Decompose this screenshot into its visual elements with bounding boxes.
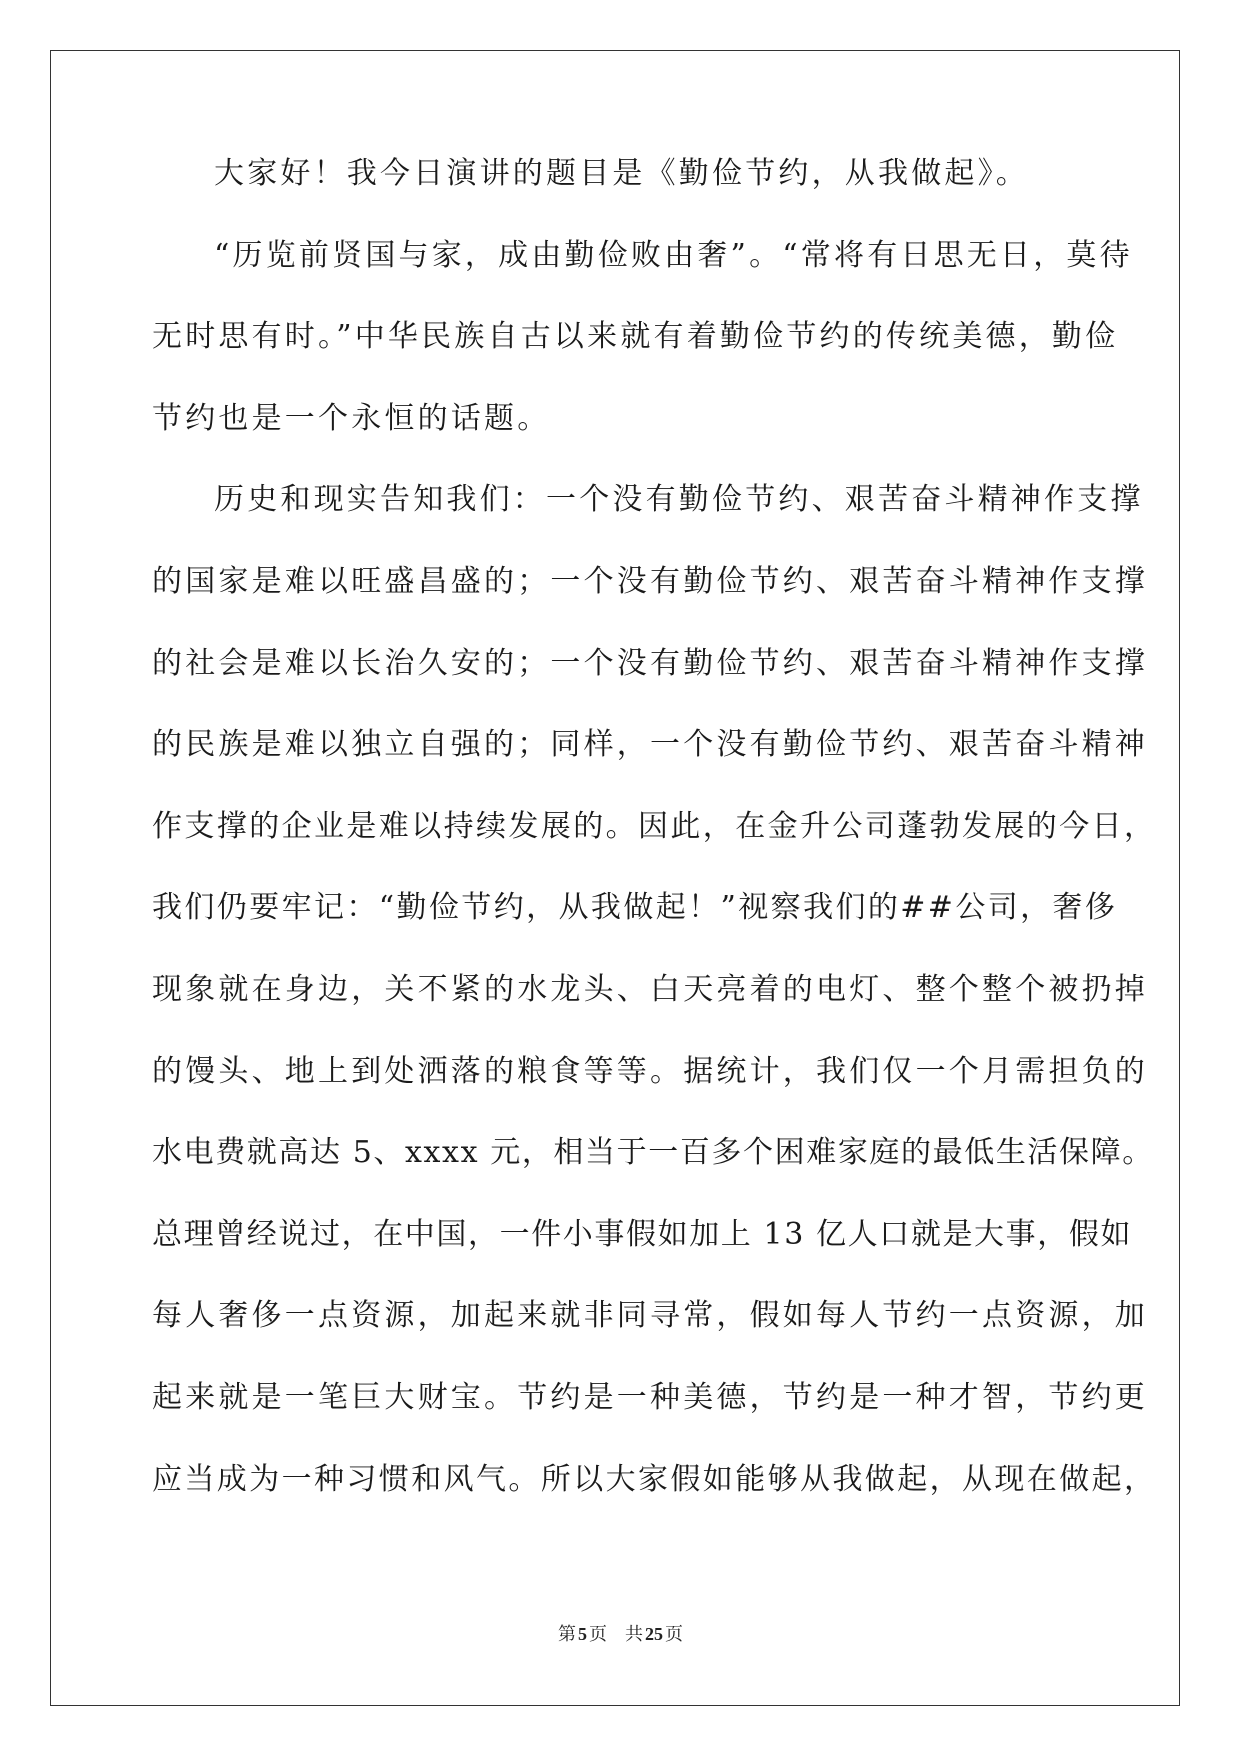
paragraph-line: 大家好！我今日演讲的题目是《勤俭节约，从我做起》。 <box>214 156 1029 191</box>
page-number-prefix: 第 <box>558 1624 576 1644</box>
paragraph-line: 的社会是难以长治久安的；一个没有勤俭节约、艰苦奋斗精神作支撑 <box>152 645 1148 681</box>
paragraph-line: 节约也是一个永恒的话题。 <box>152 400 551 436</box>
paragraph-line: “历览前贤国与家，成由勤俭败由奢”。“常将有日思无日，莫待 <box>214 237 1133 273</box>
total-pages-suffix: 页 <box>665 1624 683 1644</box>
paragraph-line: 现象就在身边，关不紧的水龙头、白天亮着的电灯、整个整个被扔掉 <box>152 971 1148 1007</box>
total-pages: 25 <box>645 1624 663 1644</box>
page-number-suffix: 页 <box>589 1624 607 1644</box>
paragraph-line: 每人奢侈一点资源，加起来就非同寻常，假如每人节约一点资源，加 <box>152 1298 1148 1334</box>
page-footer <box>0 1620 1241 1646</box>
paragraph-line: 的馒头、地上到处洒落的粮食等等。据统计，我们仅一个月需担负的 <box>152 1053 1148 1089</box>
paragraph-line: 的国家是难以旺盛昌盛的；一个没有勤俭节约、艰苦奋斗精神作支撑 <box>152 563 1148 599</box>
paragraph-line: 的民族是难以独立自强的；同样，一个没有勤俭节约、艰苦奋斗精神 <box>152 727 1148 763</box>
paragraph-line: 起来就是一笔巨大财宝。节约是一种美德，节约是一种才智，节约更 <box>152 1379 1148 1415</box>
paragraph-line: 我们仍要牢记：“勤俭节约，从我做起！”视察我们的##公司，奢侈 <box>152 890 1118 926</box>
page-number: 5 <box>578 1624 587 1644</box>
document-body <box>152 154 1157 1541</box>
paragraph-line: 作支撑的企业是难以持续发展的。因此，在金升公司蓬勃发展的今日， <box>152 808 1157 844</box>
paragraph-line: 总理曾经说过，在中国，一件小事假如加上 13 亿人口就是大事，假如 <box>152 1216 1133 1252</box>
paragraph-line: 无时思有时。”中华民族自古以来就有着勤俭节约的传统美德，勤俭 <box>152 319 1119 355</box>
paragraph-line: 应当成为一种习惯和风气。所以大家假如能够从我做起，从现在做起， <box>152 1461 1157 1497</box>
total-pages-prefix: 共 <box>625 1624 643 1644</box>
paragraph-line: 历史和现实告知我们：一个没有勤俭节约、艰苦奋斗精神作支撑 <box>214 482 1144 518</box>
paragraph-line: 水电费就高达 5、xxxx 元，相当于一百多个困难家庭的最低生活保障。 <box>152 1135 1154 1171</box>
